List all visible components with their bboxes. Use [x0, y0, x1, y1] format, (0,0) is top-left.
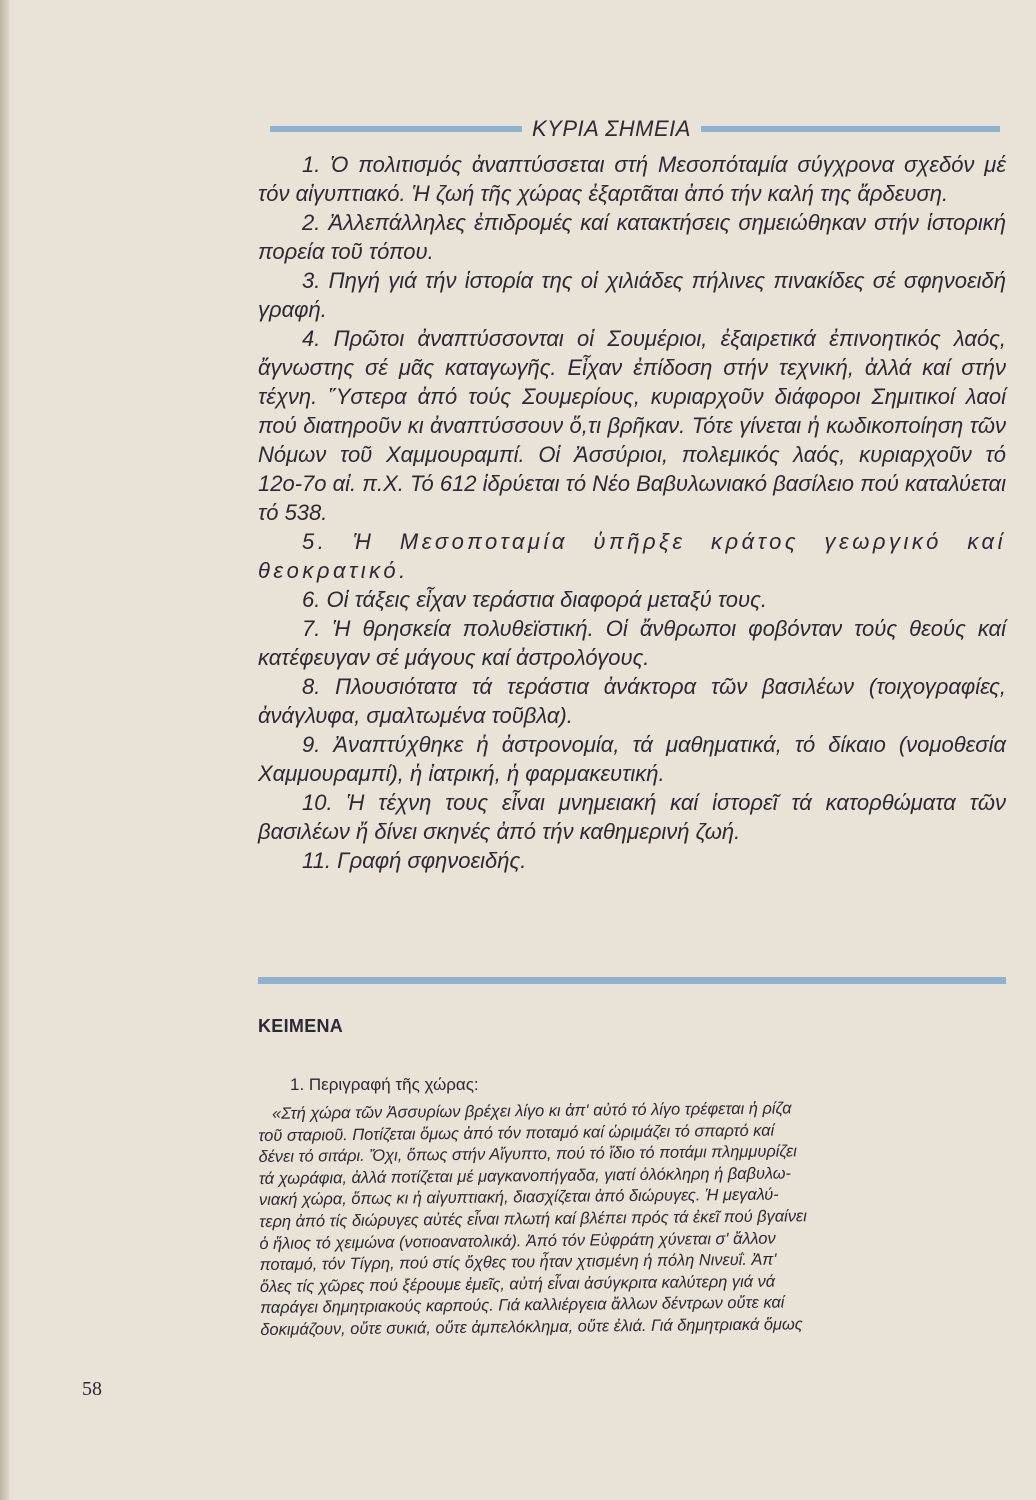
excerpt-line: δοκιμάζουν, οὔτε συκιά, οὔτε ἀμπελόκλημα, οὔτε ἐλιά. Γιά δημητριακά ὅμως	[260, 1315, 803, 1339]
main-point-3: 3. Πηγή γιά τήν ἱστορία της οἱ χιλιάδες πήλινες πινακίδες σέ σφηνοειδή γραφή.	[258, 268, 1006, 322]
excerpt-line: ὅλες τίς χῶρες πού ξέρουμε ἐμεῖς, αὐτή εἶναι ἀσύγκριτα καλύτερη γιά νά	[259, 1272, 776, 1296]
header-title: ΚΥΡΙΑ ΣΗΜΕΙΑ	[532, 116, 691, 141]
page-number: 58	[82, 1378, 102, 1400]
main-points-list	[258, 150, 1006, 875]
excerpt-line: ποταμό, τόν Τίγρη, πού στίς ὄχθες του ἦταν χτισμένη ἡ πόλη Νινευΐ. Ἀπ'	[259, 1250, 777, 1275]
main-point-7: 7. Ἡ θρησκεία πολυθεϊστική. Οἱ ἄνθρωποι φοβόνταν τούς θεούς καί κατέφευγαν σέ μάγους καί ἀστρολόγους.	[258, 616, 1006, 670]
section-divider	[258, 977, 1006, 984]
texts-section-title: ΚΕΙΜΕΝΑ	[258, 1016, 344, 1036]
main-point-1: 1. Ὁ πολιτισμός ἀναπτύσσεται στή Μεσοπόταμία σύγχρονα σχεδόν μέ τόν αἰγυπτιακό. Ἡ ζωή τῆς χώρας ἐξαρτᾶται ἀπό τήν καλή της ἄρδευση.	[258, 152, 1006, 206]
main-point-4: 4. Πρῶτοι ἀναπτύσσονται οἱ Σουμέριοι, ἐξαιρετικά ἐπινοητικός λαός, ἄγνωστης σέ μᾶς καταγωγῆς. Εἶχαν ἐπίδοση στήν τεχνική, ἀλλά καί στήν τέχνη. Ὕστερα ἀπό τούς Σουμερίους, κυριαρχοῦν διάφοροι Σημιτικοί λαοί πού διατηροῦν κι ἀναπτύσσουν ὅ,τι βρῆκαν. Τότε γίνεται ἡ κωδικοποίηση τῶν Νόμων τοῦ Χαμμουραμπί. Οἱ Ἀσσύριοι, πολεμικός λαός, κυριαρχοῦν τό 12ο-7ο αἰ. π.Χ. Τό 612 ἱδρύεται τό Νέο Βαβυλωνιακό βασίλειο πού καταλύεται τό 538.	[258, 326, 1006, 525]
main-point-11: 11. Γραφή σφηνοειδής.	[302, 848, 527, 873]
header-rule-left	[270, 126, 522, 132]
section-header	[270, 114, 1000, 144]
excerpt-line: τά χωράφια, ἀλλά ποτίζεται μέ μαγκανοπήγαδα, γιατί ὁλόκληρη ἡ βαβυλω-	[258, 1164, 792, 1188]
main-point-5: 5. Ἡ Μεσοποταμία ὑπῆρξε κράτος γεωργικό καί θεοκρατικό.	[258, 529, 1006, 583]
texts-subheading: 1. Περιγραφή τῆς χώρας:	[290, 1075, 479, 1094]
excerpt-text	[258, 1096, 994, 1341]
excerpt-line: ὁ ἥλιος τό χειμώνα (νοτιοανατολικά). Ἀπό τόν Εὐφράτη χύνεται σ' ἄλλον	[259, 1229, 776, 1253]
excerpt-line: δένει τό σιτάρι. Ὄχι, ὅπως στήν Αἴγυπτο, πού τό ἴδιο τό ποτάμι πλημμυρίζει	[258, 1142, 797, 1167]
page-spine-shadow	[0, 0, 10, 1500]
main-point-9: 9. Ἀναπτύχθηκε ἡ ἀστρονομία, τά μαθηματικά, τό δίκαιο (νομοθεσία Χαμμουραμπί), ἡ ἰατρική, ἡ φαρμακευτική.	[258, 732, 1006, 786]
excerpt-line: «Στή χώρα τῶν Ἀσσυρίων βρέχει λίγο κι ἀπ' αὐτό τό λίγο τρέφεται ἡ ρίζα	[272, 1099, 792, 1123]
main-point-10: 10. Ἡ τέχνη τους εἶναι μνημειακή καί ἱστορεῖ τά κατορθώματα τῶν βασιλέων ἤ δίνει σκηνές ἀπό τήν καθημερινή ζωή.	[258, 790, 1006, 844]
excerpt-line: τερη ἀπό τίς διώρυγες αὐτές εἶναι πλωτή καί βλέπει πρός τά ἐκεῖ πού βγαίνει	[259, 1207, 807, 1231]
excerpt-line: νιακή χώρα, ὅπως κι ἡ αἰγυπτιακή, διασχίζεται ἀπό διώρυγες. Ἡ μεγαλύ-	[258, 1185, 779, 1210]
main-point-6: 6. Οἱ τάξεις εἶχαν τεράστια διαφορά μεταξύ τους.	[302, 587, 767, 612]
excerpt-line: τοῦ σταριοῦ. Ποτίζεται ὅμως ἀπό τόν ποταμό καί ὡριμάζει τό σπαρτό καί	[258, 1121, 775, 1145]
excerpt-line: παράγει δημητριακούς καρπούς. Γιά καλλιέργεια ἄλλων δέντρων οὔτε καί	[260, 1293, 785, 1318]
main-point-2: 2. Ἀλλεπάλληλες ἐπιδρομές καί κατακτήσεις σημειώθηκαν στήν ἱστορική πορεία τοῦ τόπου.	[258, 210, 1006, 264]
main-point-8: 8. Πλουσιότατα τά τεράστια ἀνάκτορα τῶν βασιλέων (τοιχογραφίες, ἀνάγλυφα, σμαλτωμένα τοῦβλα).	[258, 674, 1006, 728]
header-rule-right	[701, 126, 1000, 132]
